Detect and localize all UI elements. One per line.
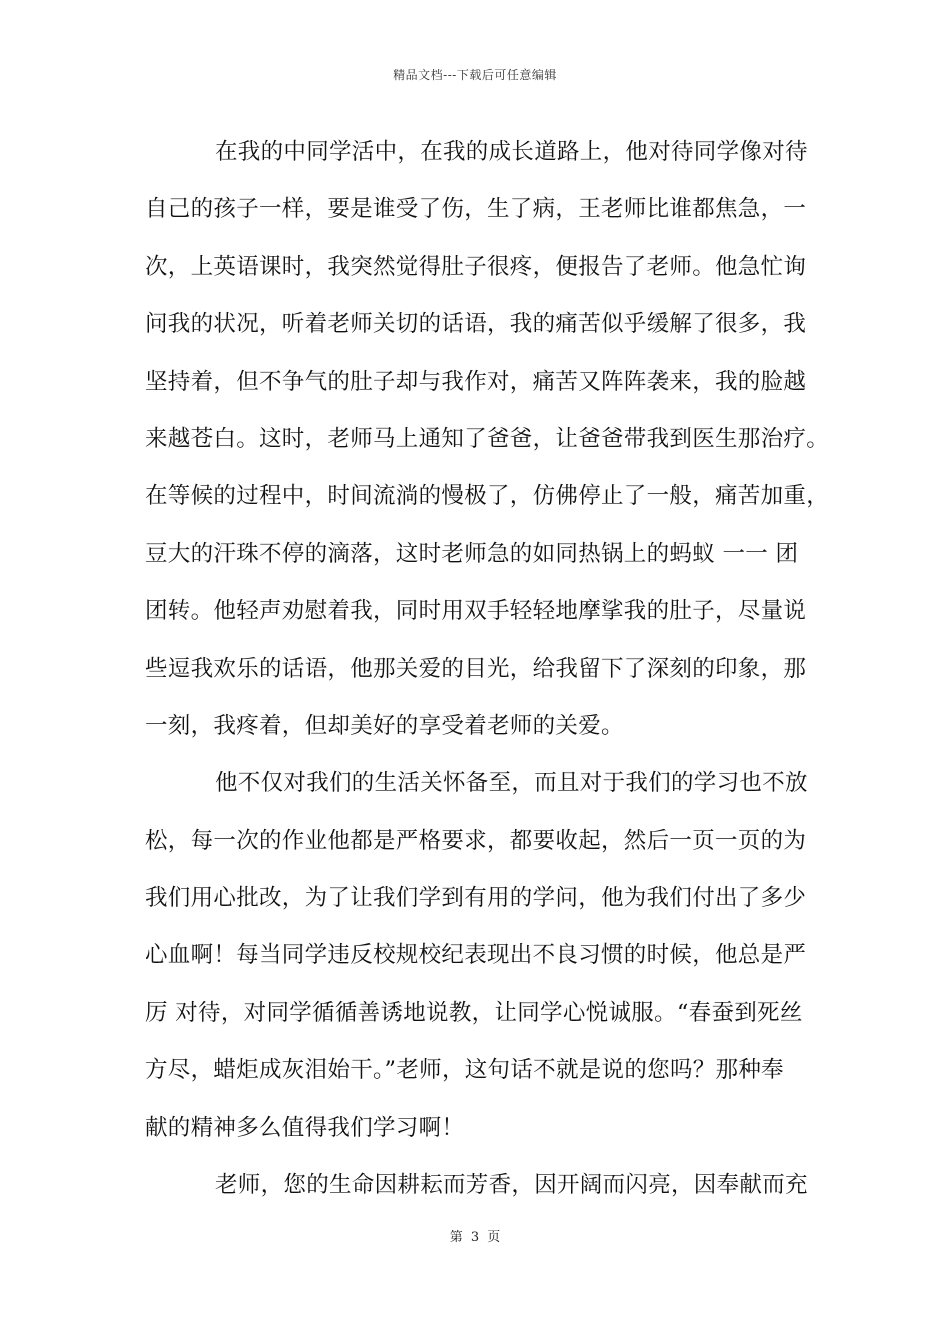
paragraph-line: 问我的状况，听着老师关切的话语，我的痛苦似乎缓解了很多，我 xyxy=(145,311,807,338)
paragraph-line: 在我的中同学活中，在我的成长道路上，他对待同学像对待 xyxy=(215,139,808,165)
page-number: 3 xyxy=(470,1230,480,1245)
paragraph-line: 松，每一次的作业他都是严格要求，都要收起，然后一页一页的为 xyxy=(145,827,807,854)
paragraph-line: 方尽，蜡炬成灰泪始干。”老师，这句话不就是说的您吗？那种奉 xyxy=(145,1057,784,1084)
paragraph-line: 坚持着，但不争气的肚子却与我作对，痛苦又阵阵袭来，我的脸越 xyxy=(145,368,807,395)
paragraph-line: 老师，您的生命因耕耘而芳香，因开阔而闪亮，因奉献而充 xyxy=(215,1172,808,1199)
paragraph-line: 来越苍白。这时，老师马上通知了爸爸，让爸爸带我到医生那治疗。 xyxy=(145,425,830,452)
paragraph-line: 在等候的过程中，时间流淌的慢极了，仿佛停止了一般，痛苦加重， xyxy=(145,483,830,510)
paragraph-line: 些逗我欢乐的话语，他那关爱的目光，给我留下了深刻的印象，那 xyxy=(145,655,807,682)
paragraph-line: 次，上英语课时，我突然觉得肚子很疼，便报告了老师。他急忙询 xyxy=(145,253,807,280)
page-number-suffix: 页 xyxy=(487,1230,501,1245)
page-footer xyxy=(0,1226,950,1245)
page-header: 精品文档---下载后可任意编辑 xyxy=(393,68,557,82)
paragraph-line: 一刻，我疼着，但却美好的享受着老师的关爱。 xyxy=(145,712,624,739)
paragraph-line: 豆大的汗珠不停的滴落，这时老师急的如同热锅上的蚂蚁 一一 团 xyxy=(145,540,799,567)
page-number-prefix: 第 xyxy=(449,1230,463,1245)
paragraph-line: 团转。他轻声劝慰着我，同时用双手轻轻地摩挲我的肚子，尽量说 xyxy=(145,598,807,625)
paragraph-line: 我们用心批改，为了让我们学到有用的学问，他为我们付出了多少 xyxy=(145,885,807,912)
document-body xyxy=(145,132,830,1222)
paragraph-line: 心血啊！每当同学违反校规校纪表现出不良习惯的时候，他总是严 xyxy=(145,942,807,969)
paragraph-line: 厉 对待，对同学循循善诱地说教，让同学心悦诚服。“春蚕到死丝 xyxy=(145,999,803,1026)
paragraph-line: 他不仅对我们的生活关怀备至，而且对于我们的学习也不放 xyxy=(215,770,808,797)
paragraph-line: 自己的孩子一样，要是谁受了伤，生了病，王老师比谁都焦急，一 xyxy=(145,196,807,223)
paragraph-line: 献的精神多么值得我们学习啊！ xyxy=(145,1114,465,1141)
